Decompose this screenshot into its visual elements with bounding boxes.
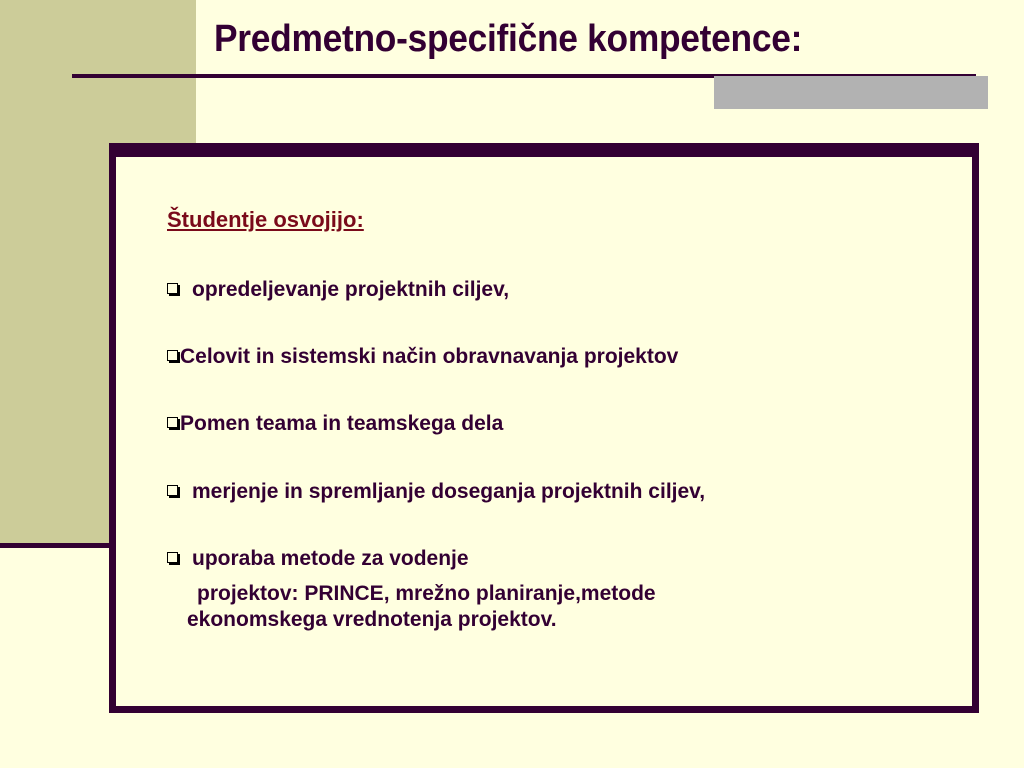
side-decor-rule [0,543,112,548]
list-item-text: uporaba metode za vodenje [192,547,469,570]
checkbox-bullet-icon [167,485,178,496]
checkbox-bullet-icon [167,283,178,294]
list-item [167,412,503,436]
list-item [167,345,678,369]
checkbox-bullet-icon [167,350,178,361]
slide-title: Predmetno-specifične kompetence: [214,18,803,60]
checkbox-bullet-icon [167,552,178,563]
list-item [167,480,705,504]
list-item [167,278,509,302]
content-box [109,143,979,713]
list-item-text: Celovit in sistemski način obravnavanja projektov [180,345,679,368]
list-item-continuation: projektov: PRINCE, mrežno planiranje,metode [197,582,656,605]
list-item-text: opredeljevanje projektnih ciljev, [192,278,510,301]
list-item-continuation: ekonomskega vrednotenja projektov. [187,608,557,631]
list-item [167,547,469,571]
list-item-text: Pomen teama in teamskega dela [180,412,504,435]
gray-decor-bar [714,76,988,109]
list-item-text: merjenje in spremljanje doseganja projektnih ciljev, [192,480,706,503]
checkbox-bullet-icon [167,417,178,428]
content-heading: Študentje osvojijo: [167,207,364,232]
